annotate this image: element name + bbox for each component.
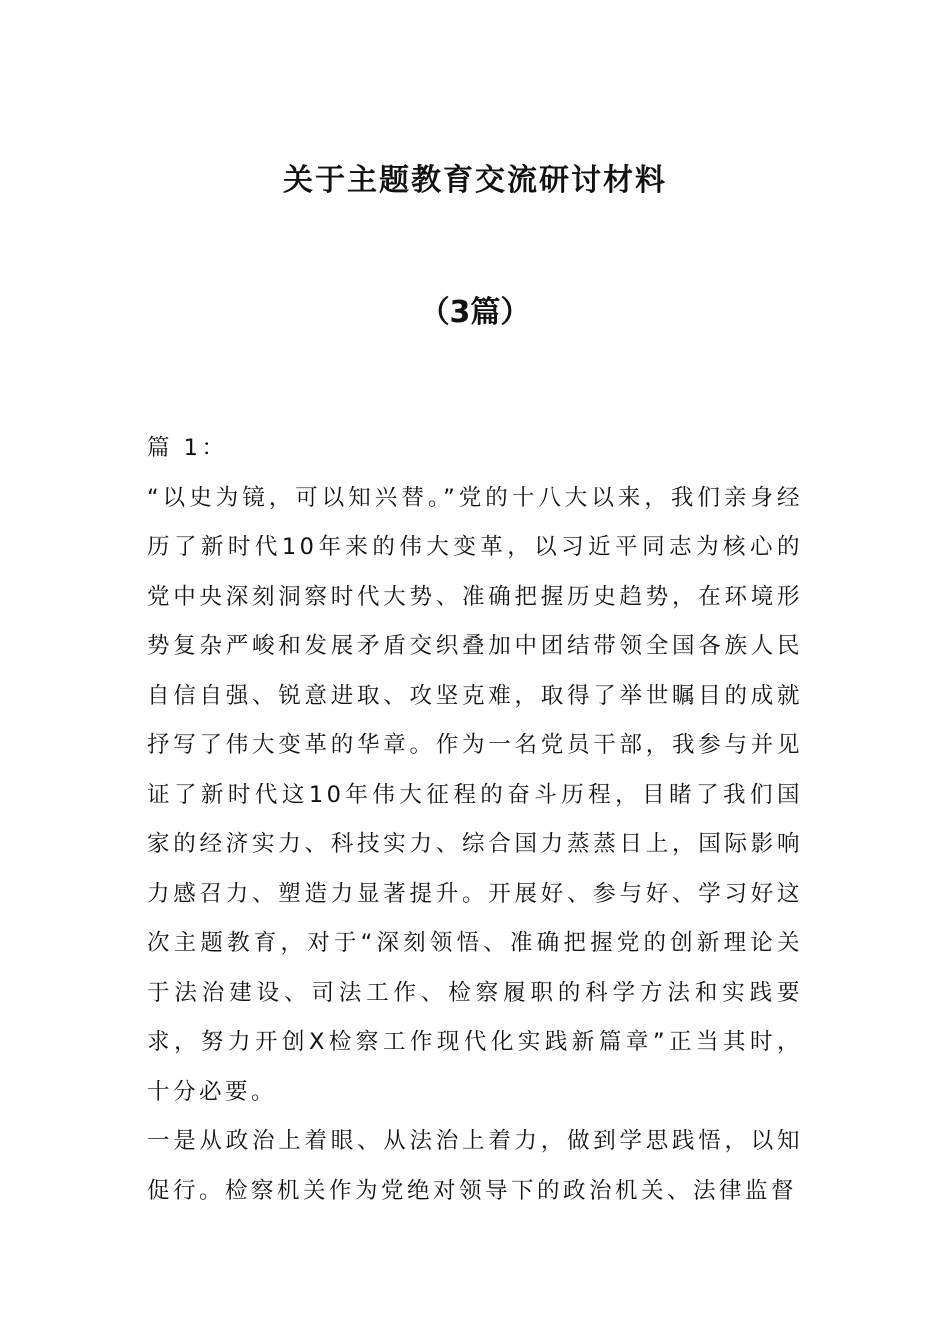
paragraph-1: “以史为镜，可以知兴替。”党的十八大以来，我们亲身经历了新时代10年来的伟大变革，以习近平同志为核心的党中央深刻洞察时代大势、准确把握历史趋势，在环境形势复杂严峻和发展矛盾交织叠加中团结带领全国各族人民自信自强、锐意进取、攻坚克难，取得了举世瞩目的成就抒写了伟大变革的华章。作为一名党员干部，我参与并见证了新时代这10年伟大征程的奋斗历程，目睹了我们国家的经济实力、科技实力、综合国力蒸蒸日上，国际影响力感召力、塑造力显著提升。开展好、参与好、学习好这次主题教育，对于“深刻领悟、准确把握党的创新理论关于法治建设、司法工作、检察履职的科学方法和实践要求，努力开创X检察工作现代化实践新篇章”正当其时，十分必要。 [147, 484, 803, 1105]
document-title: 关于主题教育交流研讨材料 [283, 163, 667, 198]
section-label: 篇 1： [147, 435, 228, 461]
paragraph-2: 一是从政治上着眼、从法治上着力，做到学思践悟，以知促行。检察机关作为党绝对领导下的政治机关、法律监督 [147, 1128, 803, 1204]
document-subtitle: （3篇） [419, 295, 531, 330]
document-body [147, 424, 803, 1216]
